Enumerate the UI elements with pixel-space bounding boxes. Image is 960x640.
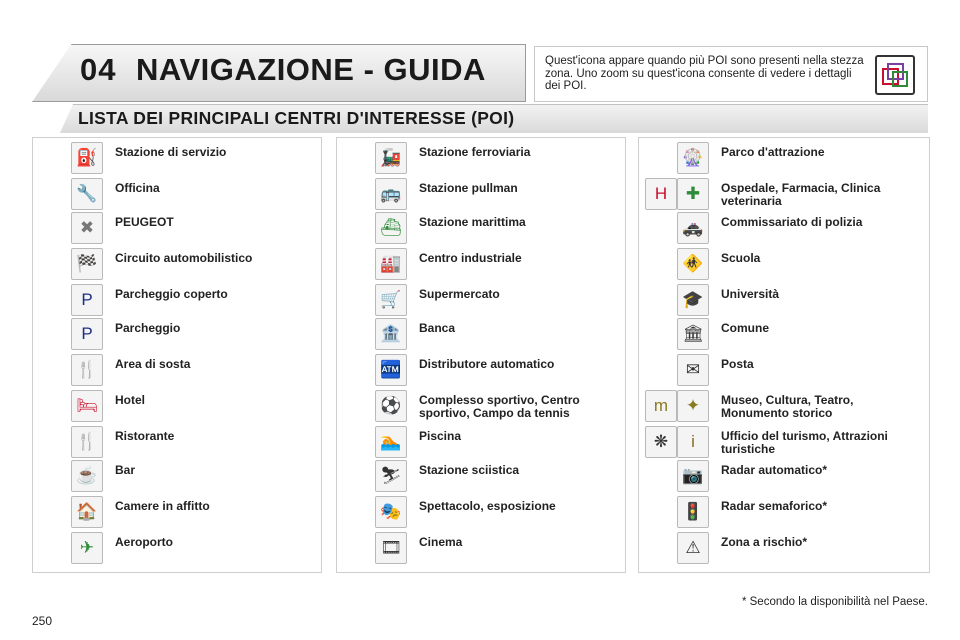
poi-label: Ospedale, Farmacia, Clinica veterinaria (721, 181, 881, 208)
poi-list-item (33, 142, 321, 174)
poi-label: Parcheggio (115, 321, 181, 335)
school-icon: 🚸 (677, 248, 709, 280)
poi-list-item (33, 460, 321, 492)
poi-list-item (639, 284, 929, 316)
poi-label: Area di sosta (115, 357, 191, 371)
poi-list-item (639, 426, 929, 458)
poi-label: Distributore automatico (419, 357, 555, 371)
train-icon: 🚂 (375, 142, 407, 174)
info-note-text: Quest'icona appare quando più POI sono presenti nella stezza zona. Uno zoom su quest'icona consente di vedere i dettagli dei POI. (545, 55, 864, 92)
poi-label: Posta (721, 357, 754, 371)
poi-label: Radar semaforico* (721, 499, 828, 513)
restaurant-icon: 🍴 (71, 426, 103, 458)
poi-list-item (33, 284, 321, 316)
poi-column-3 (638, 137, 930, 573)
poi-label: Complesso sportivo, Centro sportivo, Campo da tennis (419, 393, 580, 420)
poi-list-item (639, 496, 929, 528)
poi-list-item (639, 318, 929, 350)
poi-list-item (33, 354, 321, 386)
pharmacy-cross-icon: ✚ (677, 178, 709, 210)
poi-label: Cinema (419, 535, 463, 549)
danger-zone-icon: ⚠ (677, 532, 709, 564)
traffic-light-camera-icon: 🚦 (677, 496, 709, 528)
speed-camera-icon: 📷 (677, 460, 709, 492)
poi-label: Ufficio del turismo, Attrazioni turistiche (721, 429, 888, 456)
police-icon: 🚓 (677, 212, 709, 244)
peugeot-service-icon: ✖ (71, 212, 103, 244)
page-number: 250 (32, 614, 53, 628)
wrench-icon: 🔧 (71, 178, 103, 210)
bank-icon: 🏦 (375, 318, 407, 350)
stacked-poi-icon (875, 55, 915, 95)
poi-label: Aeroporto (115, 535, 173, 549)
poi-label: Stazione pullman (419, 181, 518, 195)
poi-label: Centro industriale (419, 251, 522, 265)
poi-list-item (33, 390, 321, 422)
museum-icon: m (645, 390, 677, 422)
poi-list-item (337, 142, 625, 174)
rest-area-icon: 🍴 (71, 354, 103, 386)
airplane-icon: ✈ (71, 532, 103, 564)
poi-label: Stazione sciistica (419, 463, 520, 477)
poi-label: Hotel (115, 393, 145, 407)
poi-list-item (33, 496, 321, 528)
ship-icon: ⛴ (375, 212, 407, 244)
page-title: NAVIGAZIONE - GUIDA (136, 52, 486, 87)
covered-parking-icon: P (71, 284, 103, 316)
poi-label: Scuola (721, 251, 761, 265)
swimming-icon: 🏊 (375, 426, 407, 458)
poi-list-item (639, 178, 929, 210)
poi-label: Stazione di servizio (115, 145, 227, 159)
poi-label: Radar automatico* (721, 463, 828, 477)
poi-list-item (337, 212, 625, 244)
hotel-bed-icon: 🛏 (71, 390, 103, 422)
poi-list-item (337, 460, 625, 492)
parking-icon: P (71, 318, 103, 350)
poi-list-item (639, 460, 929, 492)
town-hall-icon: 🏛 (677, 318, 709, 350)
fuel-pump-icon: ⛽ (71, 142, 103, 174)
sport-icon: ⚽ (375, 390, 407, 422)
poi-list-item (33, 178, 321, 210)
info-note (534, 46, 928, 102)
industry-icon: 🏭 (375, 248, 407, 280)
poi-list-item (639, 212, 929, 244)
poi-label: Stazione marittima (419, 215, 526, 229)
poi-list-item (337, 248, 625, 280)
poi-list-item (639, 532, 929, 564)
poi-label: Ristorante (115, 429, 175, 443)
poi-list-item (337, 318, 625, 350)
ski-icon: ⛷ (375, 460, 407, 492)
poi-list-item (33, 248, 321, 280)
poi-label: Spettacolo, esposizione (419, 499, 556, 513)
poi-label: Parco d'attrazione (721, 145, 825, 159)
poi-list-item (639, 142, 929, 174)
coffee-cup-icon: ☕ (71, 460, 103, 492)
poi-column-2 (336, 137, 626, 573)
poi-label: Bar (115, 463, 136, 477)
university-icon: 🎓 (677, 284, 709, 316)
theatre-masks-icon: 🎭 (375, 496, 407, 528)
poi-list-item (33, 532, 321, 564)
poi-label: Banca (419, 321, 456, 335)
poi-label: Camere in affitto (115, 499, 210, 513)
tourist-attraction-icon: ❋ (645, 426, 677, 458)
poi-list-item (337, 284, 625, 316)
poi-column-1 (32, 137, 322, 573)
poi-list-item (639, 390, 929, 422)
section-title: LISTA DEI PRINCIPALI CENTRI D'INTERESSE (POI) (78, 108, 515, 128)
poi-label: Comune (721, 321, 769, 335)
poi-label: Circuito automobilistico (115, 251, 253, 265)
poi-list-item (337, 178, 625, 210)
poi-label: Zona a rischio* (721, 535, 808, 549)
poi-label: Università (721, 287, 780, 301)
poi-list-item (337, 354, 625, 386)
rooms-for-rent-icon: 🏠 (71, 496, 103, 528)
poi-list-item (337, 496, 625, 528)
poi-label: Piscina (419, 429, 462, 443)
shopping-cart-icon: 🛒 (375, 284, 407, 316)
poi-label: Stazione ferroviaria (419, 145, 531, 159)
bus-icon: 🚌 (375, 178, 407, 210)
hospital-icon: H (645, 178, 677, 210)
mail-icon: ✉ (677, 354, 709, 386)
monument-icon: ✦ (677, 390, 709, 422)
poi-list-item (33, 318, 321, 350)
poi-label: Commissariato di polizia (721, 215, 863, 229)
footnote: * Secondo la disponibilità nel Paese. (741, 596, 928, 608)
poi-label: Supermercato (419, 287, 500, 301)
race-track-icon: 🏁 (71, 248, 103, 280)
atm-icon: 🏧 (375, 354, 407, 386)
poi-label: Parcheggio coperto (115, 287, 228, 301)
film-icon: 🎞 (375, 532, 407, 564)
poi-list-item (337, 390, 625, 422)
ferris-wheel-icon: 🎡 (677, 142, 709, 174)
poi-list-item (639, 354, 929, 386)
poi-label: Officina (115, 181, 160, 195)
tourist-info-icon: i (677, 426, 709, 458)
poi-list-item (33, 426, 321, 458)
chapter-number: 04 (80, 52, 117, 87)
poi-list-item (337, 532, 625, 564)
poi-list-item (33, 212, 321, 244)
poi-label: PEUGEOT (115, 215, 174, 229)
poi-label: Museo, Cultura, Teatro, Monumento storico (721, 393, 854, 420)
poi-list-item (639, 248, 929, 280)
poi-list-item (337, 426, 625, 458)
